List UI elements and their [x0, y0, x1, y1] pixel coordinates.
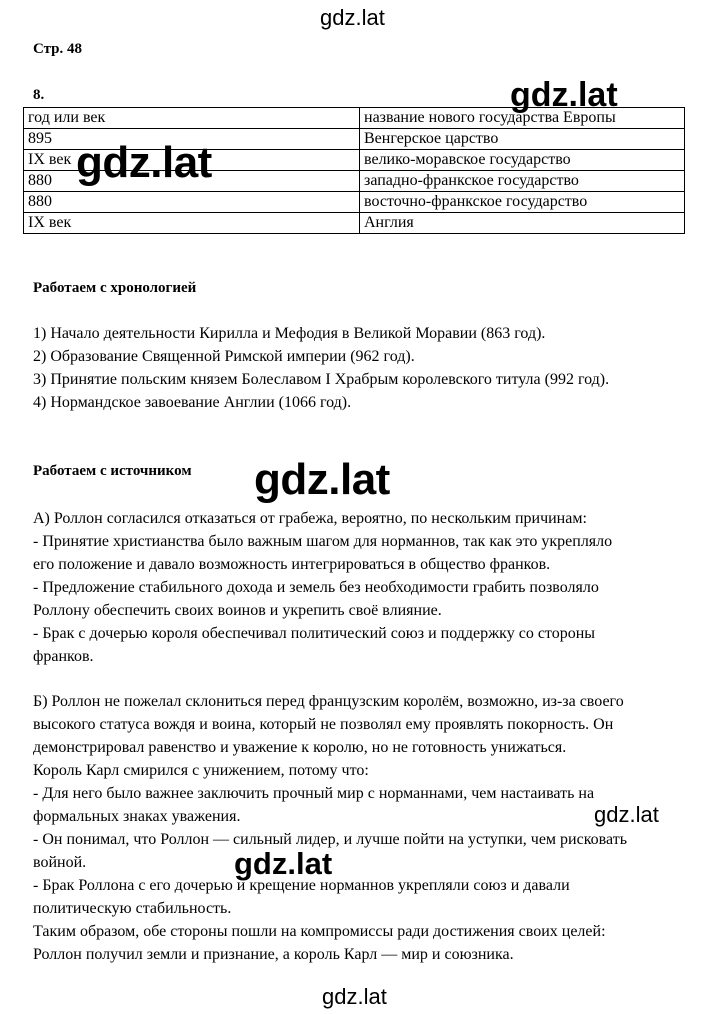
state-name-cell: Венгерское царство	[360, 129, 685, 150]
chronology-item: 2) Образование Священной Римской империи (962 год).	[33, 348, 415, 365]
text-line: политическую стабильность.	[33, 900, 232, 917]
text-line: Роллону обеспечить своих воинов и укрепить своё влияние.	[33, 602, 442, 619]
source-part-a	[33, 507, 683, 668]
watermark-right-mid: gdz.lat	[594, 802, 659, 827]
text-line: высокого статуса вождя и воина, который не позволял ему проявлять покорность. Он	[33, 716, 614, 733]
text-line: - Брак Роллона с его дочерью и крещение норманнов укрепляли союз и давали	[33, 877, 570, 894]
source-heading: Работаем с источником	[33, 463, 192, 479]
text-line: формальных знаках уважения.	[33, 808, 241, 825]
text-line: А) Роллон согласился отказаться от грабежа, вероятно, по нескольким причинам:	[33, 510, 587, 527]
page-label: Стр. 48	[33, 41, 83, 57]
chronology-list	[33, 322, 683, 414]
state-name-cell: название нового государства Европы	[360, 108, 685, 129]
year-cell: IX век	[24, 150, 360, 171]
text-line: Король Карл смирился с унижением, потому что:	[33, 762, 369, 779]
state-name-cell: Англия	[360, 213, 685, 234]
year-cell: 880	[24, 192, 360, 213]
watermark-bottom: gdz.lat	[322, 984, 387, 1009]
chronology-item: 4) Нормандское завоевание Англии (1066 год).	[33, 394, 352, 411]
text-line: Роллон получил земли и признание, а король Карл — мир и союзника.	[33, 946, 514, 963]
chronology-item: 1) Начало деятельности Кирилла и Мефодия в Великой Моравии (863 год).	[33, 325, 546, 342]
state-name-cell: восточно-франкское государство	[360, 192, 685, 213]
year-cell: 880	[24, 171, 360, 192]
text-line: - Предложение стабильного дохода и земель без необходимости грабить позволяло	[33, 579, 599, 596]
text-line: - Брак с дочерью короля обеспечивал политический союз и поддержку со стороны	[33, 625, 596, 642]
year-cell: год или век	[24, 108, 360, 129]
text-line: - Для него было важнее заключить прочный мир с норманнами, чем настаивать на	[33, 785, 595, 802]
watermark-section-center: gdz.lat	[254, 455, 390, 504]
chronology-item: 3) Принятие польским князем Болеславом I Храбрым королевского титула (992 год).	[33, 371, 610, 388]
watermark-top: gdz.lat	[320, 5, 385, 30]
table-row	[24, 192, 685, 213]
text-line: его положение и давало возможность интегрироваться в общество франков.	[33, 556, 551, 573]
state-name-cell: западно-франкское государство	[360, 171, 685, 192]
table-row	[24, 213, 685, 234]
year-cell: 895	[24, 129, 360, 150]
watermark-table-right: gdz.lat	[510, 76, 618, 114]
source-part-b	[33, 690, 683, 966]
text-line: Таким образом, обе стороны пошли на компромиссы ради достижения своих целей:	[33, 923, 606, 940]
text-line: - Он понимал, что Роллон — сильный лидер, и лучше пойти на уступки, чем рисковать	[33, 831, 627, 848]
state-name-cell: велико-моравское государство	[360, 150, 685, 171]
watermark-lower-center: gdz.lat	[234, 846, 333, 881]
year-cell: IX век	[24, 213, 360, 234]
text-line: франков.	[33, 648, 94, 665]
watermark-table-left: gdz.lat	[76, 138, 212, 187]
text-line: войной.	[33, 854, 87, 871]
text-line: - Принятие христианства было важным шагом для норманнов, так как это укрепляло	[33, 533, 613, 550]
task-number: 8.	[33, 87, 45, 103]
chronology-heading: Работаем с хронологией	[33, 280, 197, 296]
text-line: демонстрировал равенство и уважение к королю, но не готовность унижаться.	[33, 739, 567, 756]
text-line: Б) Роллон не пожелал склониться перед французским королём, возможно, из-за своего	[33, 693, 624, 710]
